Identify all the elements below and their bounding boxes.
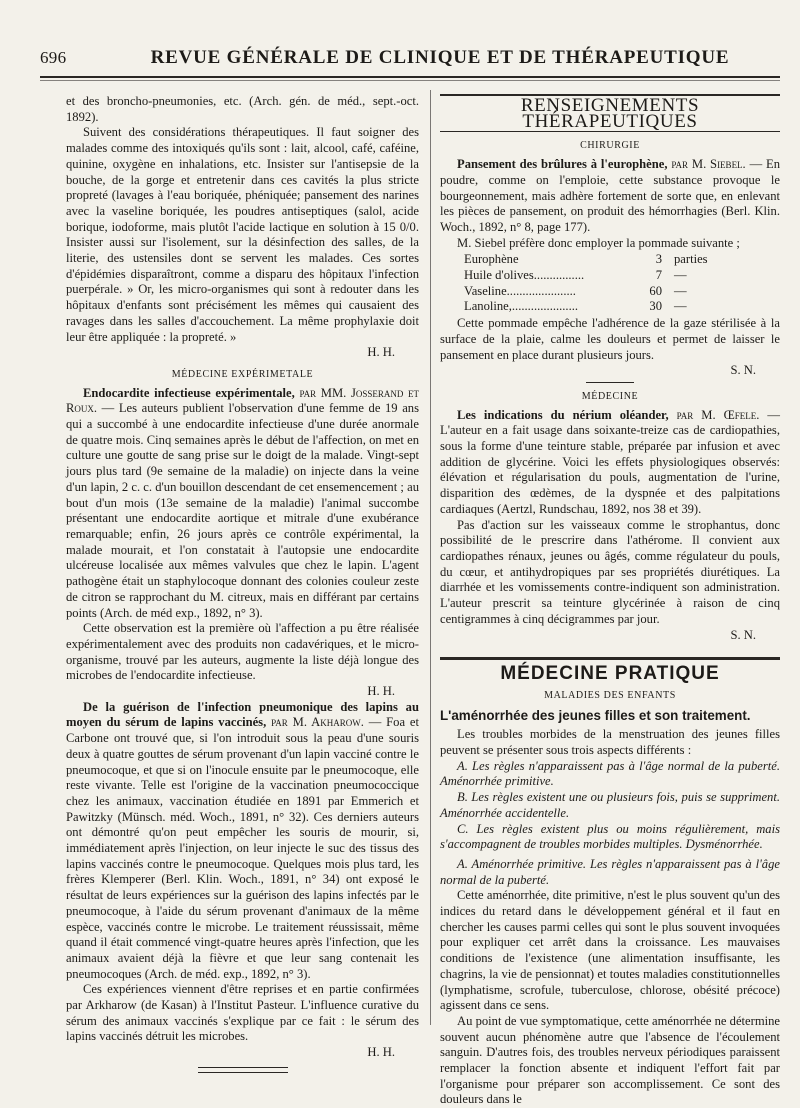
article-paragraph: [66, 386, 419, 622]
article-body: — Foa et Carbone ont trouvé que, si l'on introduit sous la peau d'une souris deux à quatre gouttes de sérum provenant d'un lapin vacciné contre le pneumocoque, et que si on l'inocule ensuite par le pneumocoque, elle reste vivante. Telle est l'origine de la vaccination pneumococcique chez les animaux, vaccination étudiée en 1891 par Emmerich et Pawitzky (Münsch. méd. Woch., 1891, n° 32). Ces derniers auteurs ont démontré qu'on peut empêcher les souris de mourir, si, immédiatement après l'injection, on leur injecte le suc des tissus des lapins vaccinés contre le pneumocoque. Quelques mois plus tard, les frères Klemperer (Berl. Klin. Woch., 1891, n° 34) ont exposé le résultat de leurs expériences sur la guérison des lapins infectés par le pneumocoque, à l'aide du sérum provenant d'animaux de la même espèce, vaccinés contre le microbe. Le traitement réussissait, même quand il était commencé vingt-quatre heures après l'infection, que les animaux avaient déjà la fièvre et que leur sang contenait les pneumocoques (Arch. de méd. exp., 1892, n° 3).: [66, 715, 420, 981]
header-rule: [40, 76, 780, 78]
formula-row: [464, 268, 780, 284]
ingredient: Huile d'olives................: [464, 268, 585, 283]
quantity: 60: [649, 283, 662, 298]
article-authors: par M. Siebel.: [671, 157, 746, 172]
paragraph: Cette aménorrhée, dite primitive, n'est le plus souvent qu'un des indices du retard dans le développement général et il faut en chercher les causes parmi celles qui sont le plus souvent invoquées pour expliquer cet arrêt dans la croissance. Les mauvaises conditions de l'existence (une alimentation insuffisante, les chagrins, la vie de pensionnat) et toutes maladies constitutionnelles (lymphatisme, scrofule, tuberculose, chlorose, obésité précoce) agissent dans ce sens.: [440, 888, 780, 1013]
formula-row: [464, 252, 780, 268]
header-rule-thin: [40, 80, 780, 81]
ingredient: Vaseline......................: [464, 283, 576, 298]
signature: H. H.: [367, 684, 395, 699]
ingredient: Europhène: [464, 252, 519, 267]
paragraph: Suivent des considérations thérapeutiques. Il faut soigner des malades comme des intoxiqués qu'ils sont : lait, alcool, café, caféine, quinine, oxygène en inhalations, etc. Insister sur l'antisepsie de la bouche, de la gorge et entretenir dans ces cavités la plus stricte propreté (lavages à l'eau boriquée, phéniquée; pansement des narines avec la vaseline boriquée, les poudres antiseptiques (salol, acide borique, iodoforme, mais plutôt l'acide lactique en solution à 15 0/0. Insister aussi sur l'isolement, sur la désinfection des salles, de la literie, des ustensiles dont se servent les malades. Ces sortes d'épidémies disparaîtront, comme a disparu des hôpitaux l'infection puerpérale. » Or, les micro-organismes qui sont à redouter dans les hôpitaux d'enfants sont précisément les mêmes qui causaient des ravages dans les salles d'accouchement. La même prophylaxie doit leur être appliquée : la propreté. »: [66, 125, 419, 344]
rubric-heading: RENSEIGNEMENTS THÉRAPEUTIQUES: [440, 94, 780, 132]
article-title: Endocardite infectieuse expérimentale,: [83, 385, 295, 400]
short-divider: [586, 382, 634, 383]
article-body: — L'auteur en a fait usage dans soixante-treize cas de cardiopathies, sous la forme d'une teinture stable, préparée par infusion et avec addition de glycérine. Voici les effets physiologiques observés: élévation et régularisation du pouls, augmentation de l'urine, disparition des œdèmes, de la dyspnée et des palpitations cardiaques (Aertzl, Rundschau, 1892, nos 38 et 39).: [440, 407, 781, 516]
paragraph: Au point de vue symptomatique, cette aménorrhée ne détermine souvent aucun phénomène autre que l'absence de l'écoulement sanguin. D'autres fois, des troubles nerveux périodiques paraissent remplacer la fonction absente et indiquent l'effort fait par l'organisme pour préparer son accomplissement. Ce sont des douleurs dans le: [440, 1013, 780, 1107]
unit: —: [674, 283, 687, 298]
right-column: [440, 94, 780, 1108]
article-body: — En poudre, comme on l'emploie, cette substance provoque le bourgeonnement, mais adhère fortement de sorte que, en enlevant les pièces de pansement, on produit des hémorrhagies (Berl. Klin. Woch., 1892, n° 8, page 177).: [440, 157, 781, 234]
paragraph: B. Les règles existent une ou plusieurs fois, puis se suppriment. Aménorrhée accidentelle.: [440, 790, 780, 820]
end-ornament: [198, 1067, 288, 1073]
paragraph: et des broncho-pneumonies, etc. (Arch. gén. de méd., sept.-oct. 1892).: [66, 94, 419, 124]
article-paragraph: [440, 408, 780, 518]
article-title: De la guérison de l'infection pneumonique des lapins au moyen du sérum de lapins vaccinés,: [66, 699, 419, 730]
paragraph: Cette pommade empêche l'adhérence de la gaze stérilisée à la surface de la plaie, calme les douleurs et permet de laisser le pansement en place durant plusieurs jours.: [440, 316, 780, 362]
section-heading: MÉDECINE EXPÉRIMETALE: [171, 368, 314, 380]
article-body: — Les auteurs publient l'observation d'une femme de 19 ans qui a succombé à une endocardite infectieuse d'une durée anormale de quatre mois. Cinq semaines après le début de l'affection, on met en culture une goutte de sang prise sur le doigt de la malade. Vingt-sept jours plus tard (9e semaine de la maladie) on injecte dans la veine d'un lapin, 2 c. c. d'un bouillon descendant de cet ensemencement ; au bout d'un mois (13e semaine de la maladie) l'animal succombe présentant une endocardite aortique et mitrale d'une exubérance remarquable; enfin, 26 jours après ce contrôle expérimental, la malade mourait, et l'on constatait à l'autopsie une endocardite ulcéreuse localisée aux mêmes valvules que chez le lapin. L'agent pathogène était un staphylocoque donnant des colonies couleur zeste de citron se rapprochant du M. citreux, mais en différant par certains points (Arch. de méd exp., 1892, n° 3).: [66, 401, 419, 620]
article-authors: par MM. Josserand et Roux.: [66, 385, 419, 416]
left-column: [66, 94, 419, 1073]
paragraph: Pas d'action sur les vaisseaux comme le strophantus, donc possibilité de le prescrire dans l'athérome. Il convient aux cardiopathes rénaux, jeunes ou âgés, comme régulateur du pouls, du cœur, et antihydropiques par ses propriétés diurétiques. La diarrhée et les vomissements contre-indiquent son administration. L'auteur prescrit sa teinture glycérinée à raison de cinq centigrammes à cinq décigrammes par jour.: [440, 517, 780, 626]
paragraph: Les troubles morbides de la menstruation des jeunes filles peuvent se présenter sous trois aspects différents :: [440, 727, 780, 758]
article-paragraph: [440, 157, 780, 236]
section-heading: MÉDECINE: [581, 390, 639, 402]
column-divider: [430, 90, 431, 1025]
ingredient: Lanoline,.....................: [464, 299, 579, 314]
quantity: 7: [655, 268, 662, 283]
formula-table: [464, 252, 780, 315]
signature: S. N.: [730, 363, 756, 378]
rubric-heading: MÉDECINE PRATIQUE: [440, 657, 780, 682]
journal-title: REVUE GÉNÉRALE DE CLINIQUE ET DE THÉRAPEUTIQUE: [150, 47, 730, 68]
article-authors: par M. Akharow.: [271, 715, 364, 730]
page-number: 696: [40, 48, 67, 67]
signature: H. H.: [367, 1045, 395, 1060]
paragraph: A. Les règles n'apparaissent pas à l'âge normal de la puberté. Aménorrhée primitive.: [440, 758, 780, 789]
article-title: Pansement des brûlures à l'europhène,: [457, 157, 668, 172]
running-header: [40, 44, 780, 72]
unit: —: [674, 299, 687, 314]
article-title: L'aménorrhée des jeunes filles et son traitement.: [440, 707, 751, 723]
quantity: 30: [649, 299, 662, 314]
signature: H. H.: [367, 345, 395, 360]
article-title: Les indications du nérium oléander,: [457, 407, 669, 422]
section-heading: CHIRURGIE: [580, 140, 640, 152]
article-paragraph: [66, 700, 419, 983]
paragraph: M. Siebel préfère donc employer la pommade suivante ;: [457, 235, 740, 250]
unit: parties: [674, 252, 708, 267]
formula-row: [464, 299, 780, 315]
formula-row: [464, 284, 780, 300]
article-authors: par M. Œfele.: [676, 407, 760, 422]
paragraph: Cette observation est la première où l'affection a pu être réalisée expérimentalement avec des produits non cadavériques, et le micro-organisme, trouvé par les auteurs, augmente la liste déjà longue des microbes de l'endocardite infectieuse.: [66, 621, 419, 683]
unit: —: [674, 268, 687, 283]
paragraph: C. Les règles existent plus ou moins régulièrement, mais s'accompagnent de troubles morbides multiples. Dysménorrhée.: [440, 821, 780, 852]
section-heading: MALADIES DES ENFANTS: [544, 689, 676, 701]
quantity: 3: [655, 252, 662, 267]
signature: S. N.: [730, 627, 756, 642]
paragraph: Ces expériences viennent d'être reprises et en partie confirmées par Arkharow (de Kasan) à l'Institut Pasteur. L'influence curative du sérum des animaux vaccinés s'explique par ce fait : le sérum des lapins vaccinés détruit les microbes.: [66, 982, 419, 1044]
paragraph: A. Aménorrhée primitive. Les règles n'apparaissent pas à l'âge normal de la puberté.: [440, 856, 780, 887]
